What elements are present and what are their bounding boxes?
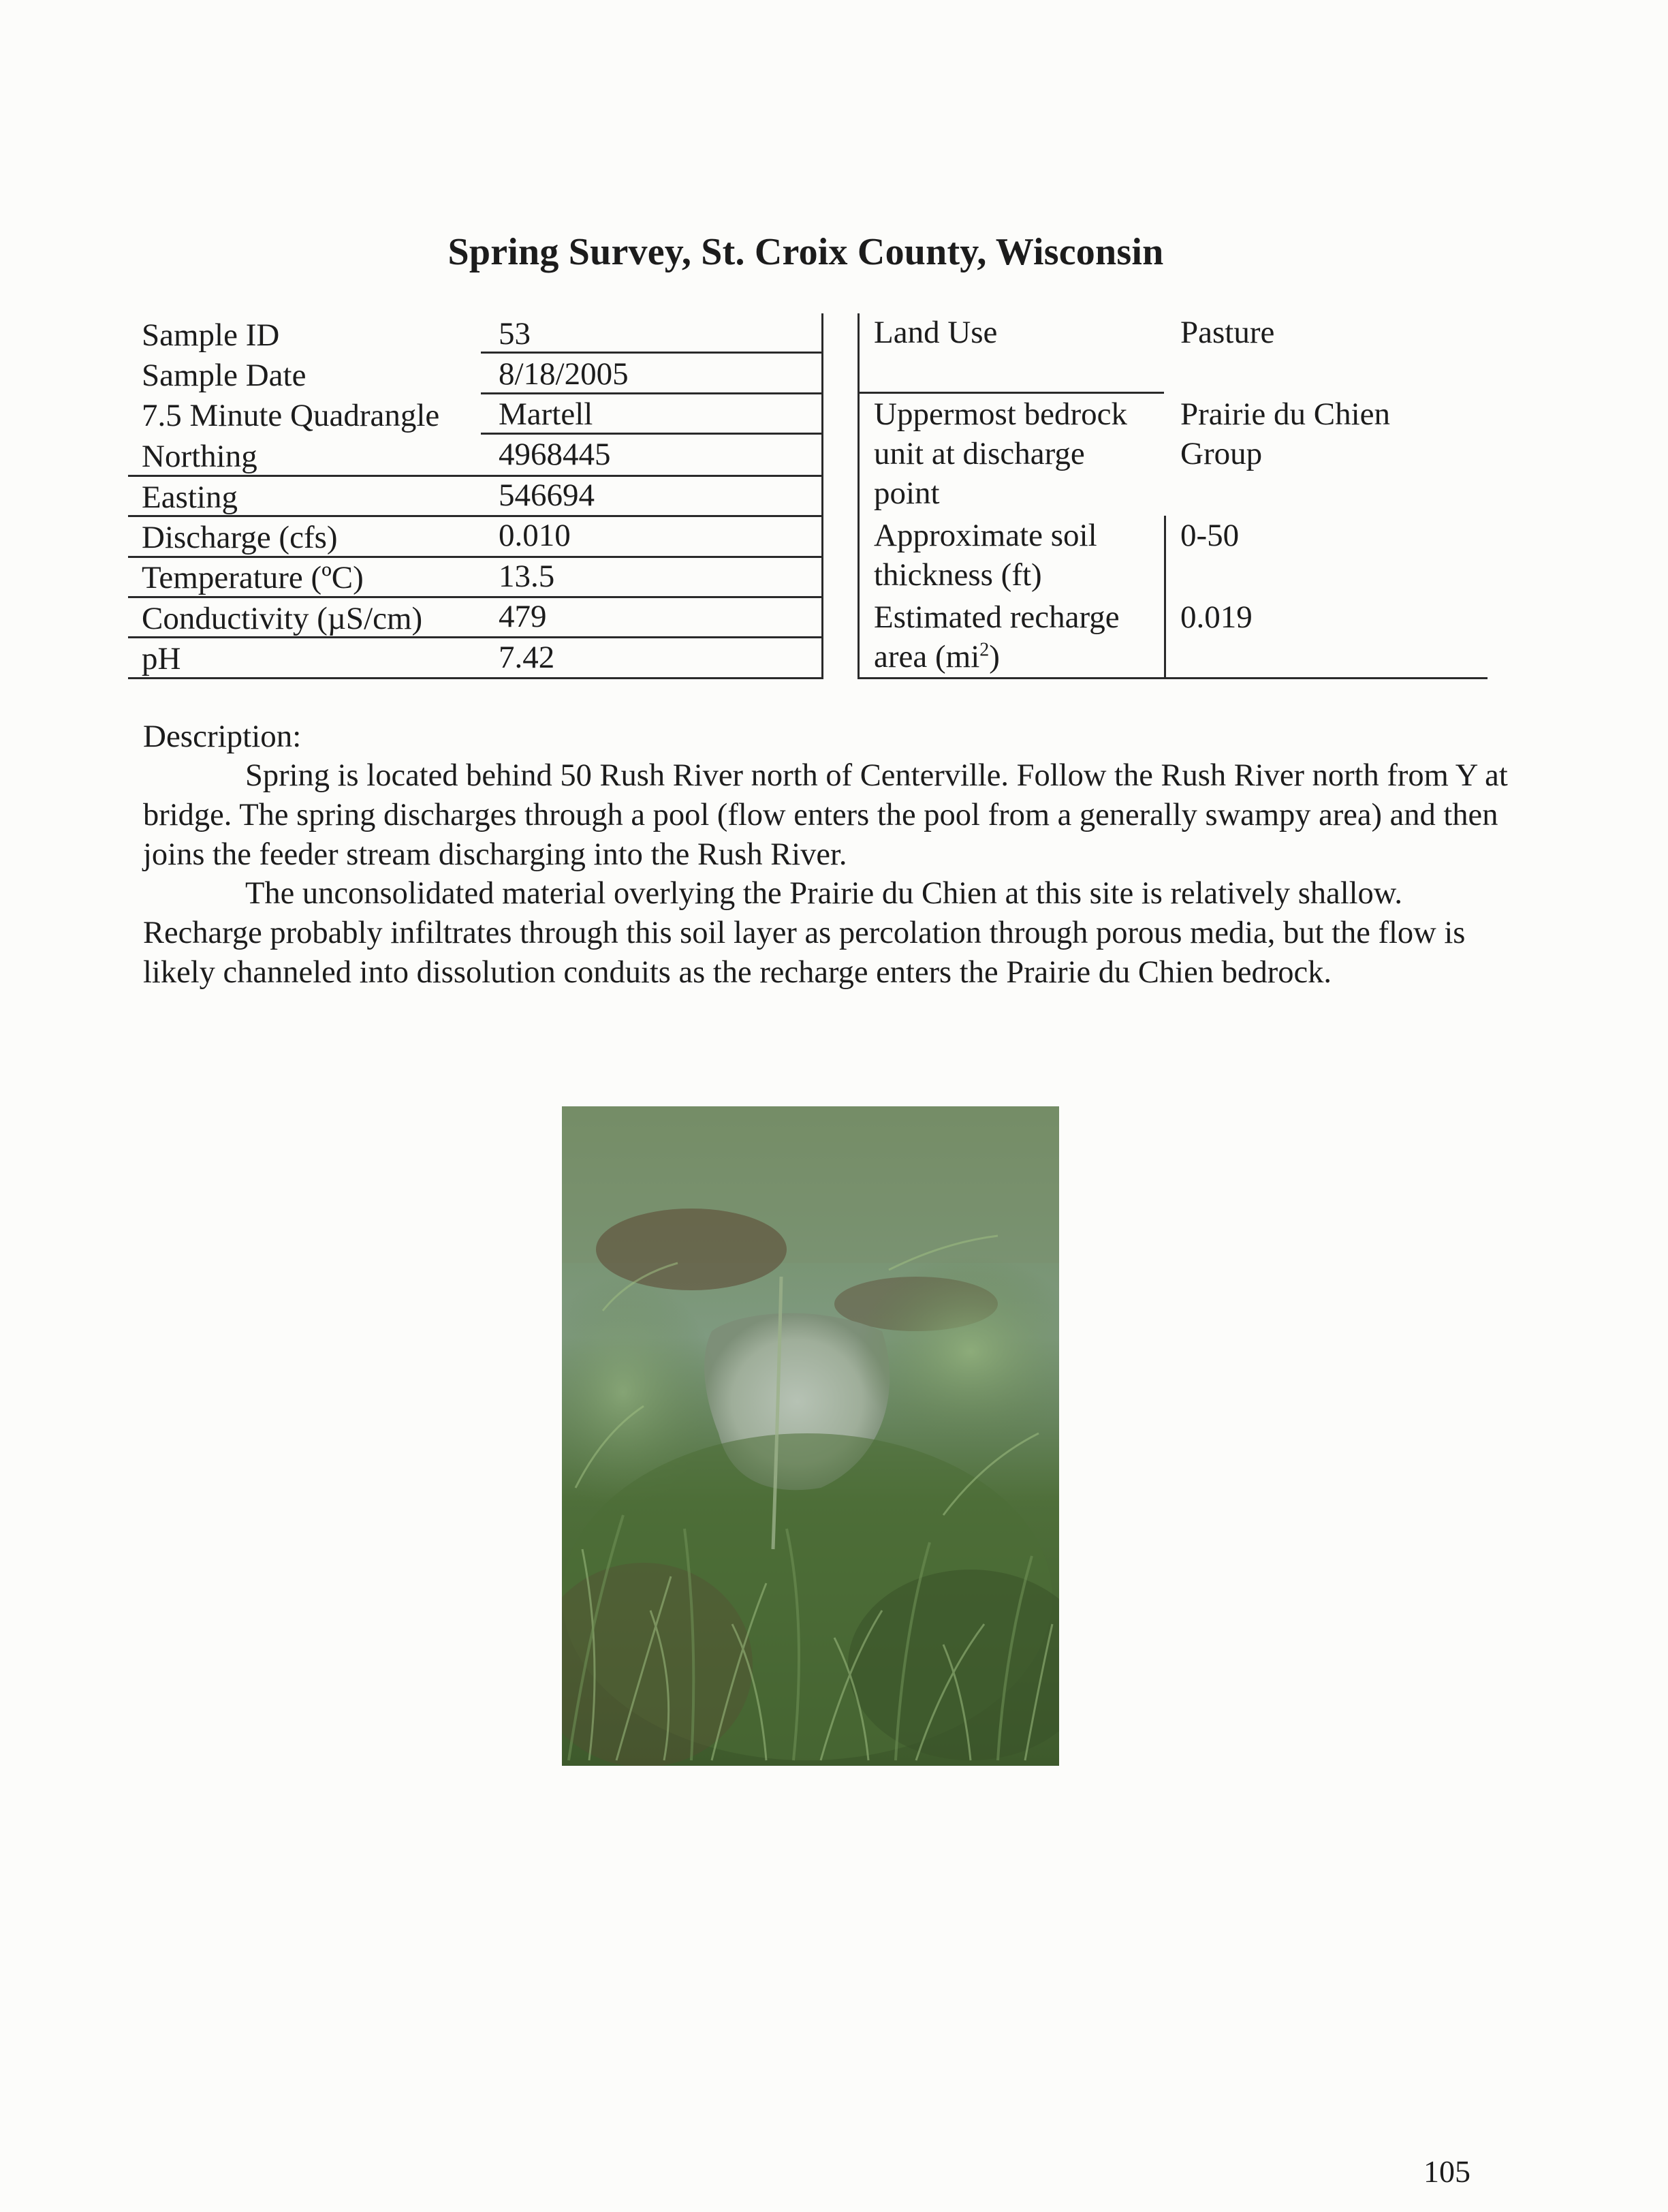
label-ph: pH [142, 641, 181, 676]
label-land-use: Land Use [874, 315, 998, 350]
label-soil-line2: thickness (ft) [874, 557, 1042, 593]
label-temperature: Temperature (ºC) [142, 560, 364, 595]
value-ph: 7.42 [499, 640, 555, 675]
value-temperature: 13.5 [499, 559, 555, 594]
table-divider [1164, 516, 1166, 679]
description-paragraph-1: Spring is located behind 50 Rush River north of Centerville. Follow the Rush River north from Y at bridge. The spring discharges through a pool (flow enters the pool from a generally swampy area) and then joins the feeder stream discharging into the Rush River. [143, 758, 1508, 872]
table-rule [128, 475, 823, 477]
table-rule [128, 515, 823, 517]
table-rule [481, 433, 823, 435]
label-discharge: Discharge (cfs) [142, 520, 338, 555]
label-easting: Easting [142, 480, 238, 515]
label-recharge-line2: area $(mi^2)$ [874, 639, 1000, 674]
value-land-use: Pasture [1180, 315, 1275, 350]
table-rule [857, 677, 1488, 679]
page-title: Spring Survey, St. Croix County, Wisconsin [447, 231, 1164, 273]
value-recharge: 0.019 [1180, 599, 1253, 635]
table-rule [128, 556, 823, 558]
value-bedrock-line1: Prairie du Chien [1180, 396, 1391, 432]
table-rule [128, 636, 823, 638]
table-border [821, 313, 823, 679]
value-sample-date: 8/18/2005 [499, 356, 629, 392]
table-border [857, 313, 860, 679]
label-quadrangle: 7.5 Minute Quadrangle [142, 398, 440, 433]
label-sample-id: Sample ID [142, 317, 280, 353]
label-bedrock-line1: Uppermost bedrock [874, 396, 1127, 432]
value-discharge: 0.010 [499, 518, 571, 553]
label-sample-date: Sample Date [142, 358, 306, 393]
table-rule [128, 596, 823, 598]
label-bedrock-line3: point [874, 476, 940, 511]
value-easting: 546694 [499, 478, 595, 513]
table-rule [128, 677, 823, 679]
label-bedrock-line2: unit at discharge [874, 436, 1085, 471]
value-soil: 0-50 [1180, 518, 1240, 553]
label-northing: Northing [142, 439, 257, 474]
label-soil-line1: Approximate soil [874, 518, 1097, 553]
value-bedrock-line2: Group [1180, 436, 1263, 471]
value-conductivity: 479 [499, 599, 547, 634]
value-northing: 4968445 [499, 437, 611, 472]
label-conductivity: Conductivity (µS/cm) [142, 601, 423, 636]
page-number: 105 [1423, 2154, 1470, 2189]
table-rule [481, 392, 823, 394]
description-heading: Description: [143, 719, 302, 754]
value-quadrangle: Martell [499, 396, 593, 432]
value-sample-id: 53 [499, 316, 531, 352]
table-rule [481, 352, 823, 354]
description-paragraph-2: The unconsolidated material overlying the Prairie du Chien at this site is relatively shallow. Recharge probably infiltrates through this soil layer as percolation through porous media, but the flow is likely channeled into dissolution conduits as the recharge enters the Prairie du Chien bedrock. [143, 876, 1466, 990]
spring-site-photo [562, 1106, 1059, 1766]
label-recharge-line1: Estimated recharge [874, 599, 1120, 635]
